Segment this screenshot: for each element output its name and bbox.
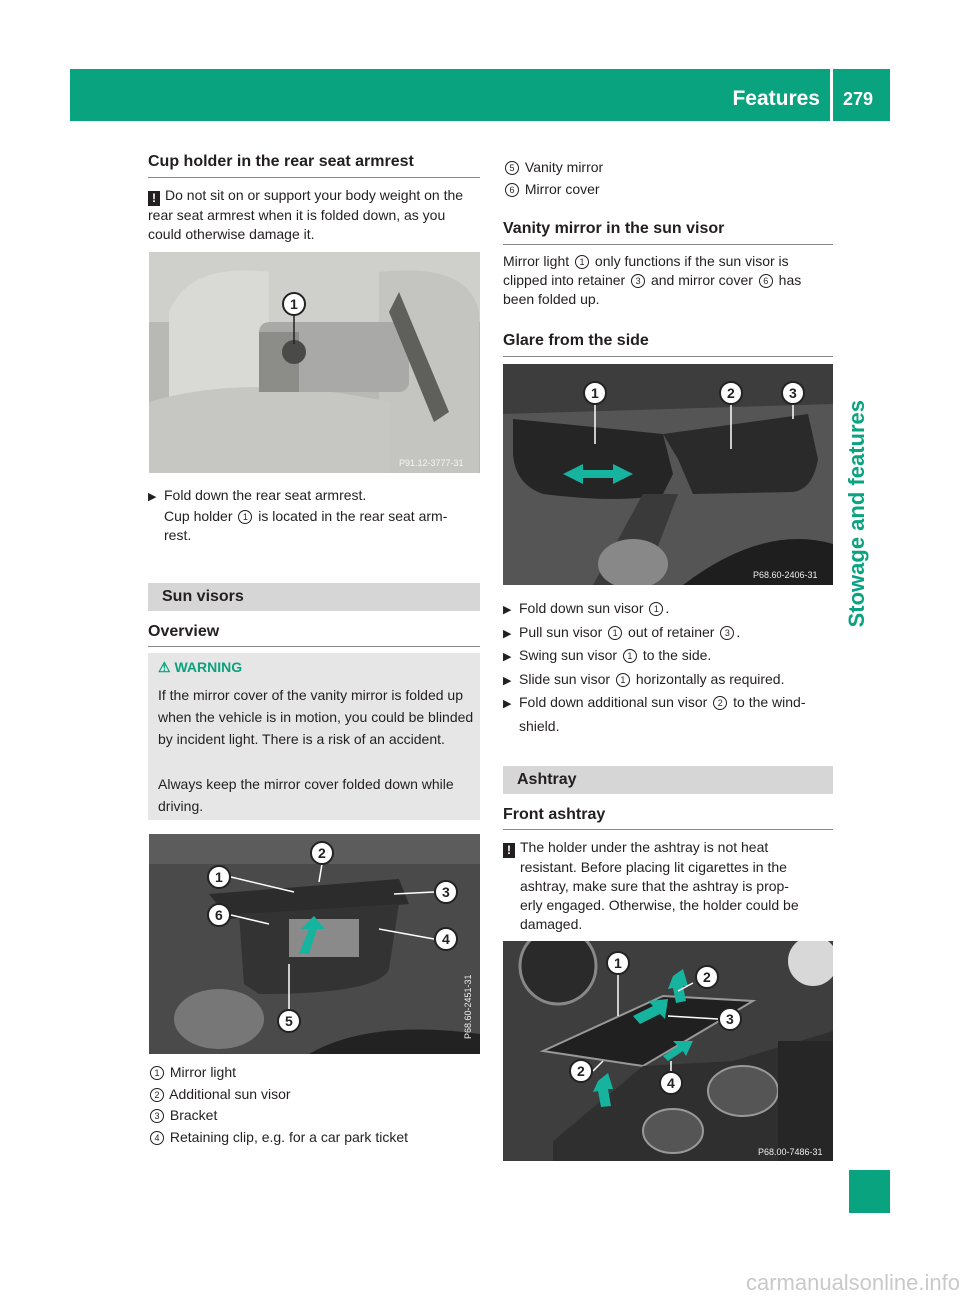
svg-text:1: 1	[614, 955, 622, 971]
step: ▶ Fold down additional sun visor 2 to the wind-	[503, 694, 806, 710]
watermark: carmanualsonline.info	[745, 1270, 960, 1295]
legend-item: 4 Retaining clip, e.g. for a car park ticket	[148, 1127, 482, 1149]
legend-right	[503, 157, 835, 200]
svg-text:1: 1	[591, 385, 599, 401]
svg-text:4: 4	[667, 1075, 675, 1091]
svg-text:2: 2	[703, 969, 711, 985]
front-ashtray-title: Front ashtray	[503, 806, 606, 823]
warning-box: ⚠ WARNING If the mirror cover of the vanity mirror is folded up when the vehicle is in motion, you could be blinded by incident light. There is a risk of an accident. Always keep the mirror cover folded down while driving.	[148, 653, 480, 820]
vanity-title: Vanity mirror in the sun visor	[503, 220, 725, 237]
glare-steps: ▶ Fold down sun visor 1 . ▶ Pull sun visor 1 out of retainer 3 . ▶ Swing sun visor 1 to the side. ▶ Slide sun visor 1 horizontally as required. ▶ Fold down additional sun visor 2 to the wind- shield.	[503, 598, 837, 737]
svg-text:3: 3	[442, 884, 450, 900]
side-tab-label: Stowage and features	[844, 400, 869, 628]
cupholder-notice: ! Do not sit on or support your body weight on the rear seat armrest when it is folded down, as you could otherwise damage it.	[148, 187, 464, 242]
svg-text:2: 2	[727, 385, 735, 401]
sunvisor-overview-photo	[149, 834, 480, 1054]
rule	[503, 244, 833, 245]
step: ▶ Pull sun visor 1 out of retainer 3 .	[503, 623, 741, 640]
side-tab	[844, 400, 876, 660]
side-tab-marker	[849, 1170, 890, 1213]
legend-item: 2 Additional sun visor	[148, 1084, 482, 1106]
ashtray-photo	[503, 941, 833, 1161]
cupholder-title: Cup holder in the rear seat armrest	[148, 153, 414, 170]
sunvisors-bar: Sun visors	[148, 583, 480, 611]
image-code: P68.60-2451-31	[463, 974, 473, 1039]
warning-icon: ⚠	[158, 659, 171, 675]
legend-item: 5 Vanity mirror	[503, 157, 835, 179]
section-title: Features	[732, 87, 820, 110]
rule	[148, 177, 480, 178]
image-code: P68.00-7486-31	[758, 1147, 823, 1157]
svg-text:3: 3	[789, 385, 797, 401]
svg-text:1: 1	[215, 869, 223, 885]
legend-item: 1 Mirror light	[148, 1062, 482, 1084]
header-separator	[830, 69, 833, 121]
glare-title: Glare from the side	[503, 332, 649, 349]
warning-text: If the mirror cover of the vanity mirror is folded up when the vehicle is in motion, you could be blinded by incident light. There is a risk of an accident.	[158, 687, 474, 747]
svg-text:6: 6	[215, 907, 223, 923]
vanity-text: Mirror light 1 only functions if the sun visor is clipped into retainer 3 and mirror cover 6 has been folded up.	[503, 253, 802, 307]
svg-text:1: 1	[290, 296, 298, 312]
svg-text:4: 4	[442, 931, 450, 947]
ashtray-notice: ! The holder under the ashtray is not heat resistant. Before placing lit cigarettes in the ashtray, make sure that the ashtray is prop- erly engaged. Otherwise, the holder could be damaged.	[503, 838, 837, 934]
cupholder-steps: ▶ Fold down the rear seat armrest. Cup holder 1 is located in the rear seat arm- rest.	[148, 487, 448, 543]
svg-text:2: 2	[577, 1063, 585, 1079]
page-number: 279	[843, 89, 874, 109]
legend-item: 3 Bracket	[148, 1105, 482, 1127]
svg-text:2: 2	[318, 845, 326, 861]
header-bar	[70, 69, 890, 121]
ashtray-bar: Ashtray	[503, 766, 833, 794]
rule	[148, 646, 480, 647]
image-code: P68.60-2406-31	[753, 570, 818, 580]
overview-title: Overview	[148, 623, 220, 640]
svg-text:3: 3	[726, 1011, 734, 1027]
legend-item: 6 Mirror cover	[503, 179, 835, 201]
step: ▶ Swing sun visor 1 to the side.	[503, 647, 712, 663]
rule	[503, 829, 833, 830]
image-code: P91.12-3777-31	[399, 458, 464, 468]
glare-photo	[503, 364, 833, 585]
step: ▶ Slide sun visor 1 horizontally as required.	[503, 670, 785, 687]
armrest-photo	[149, 252, 480, 473]
legend-left	[148, 1062, 482, 1148]
step: ▶ Fold down sun visor 1 .	[503, 600, 670, 616]
svg-text:5: 5	[285, 1013, 293, 1029]
notice-icon: !	[503, 843, 515, 858]
notice-icon: !	[148, 191, 160, 206]
rule	[503, 356, 833, 357]
warning-text-2: Always keep the mirror cover folded down while driving.	[158, 776, 454, 814]
